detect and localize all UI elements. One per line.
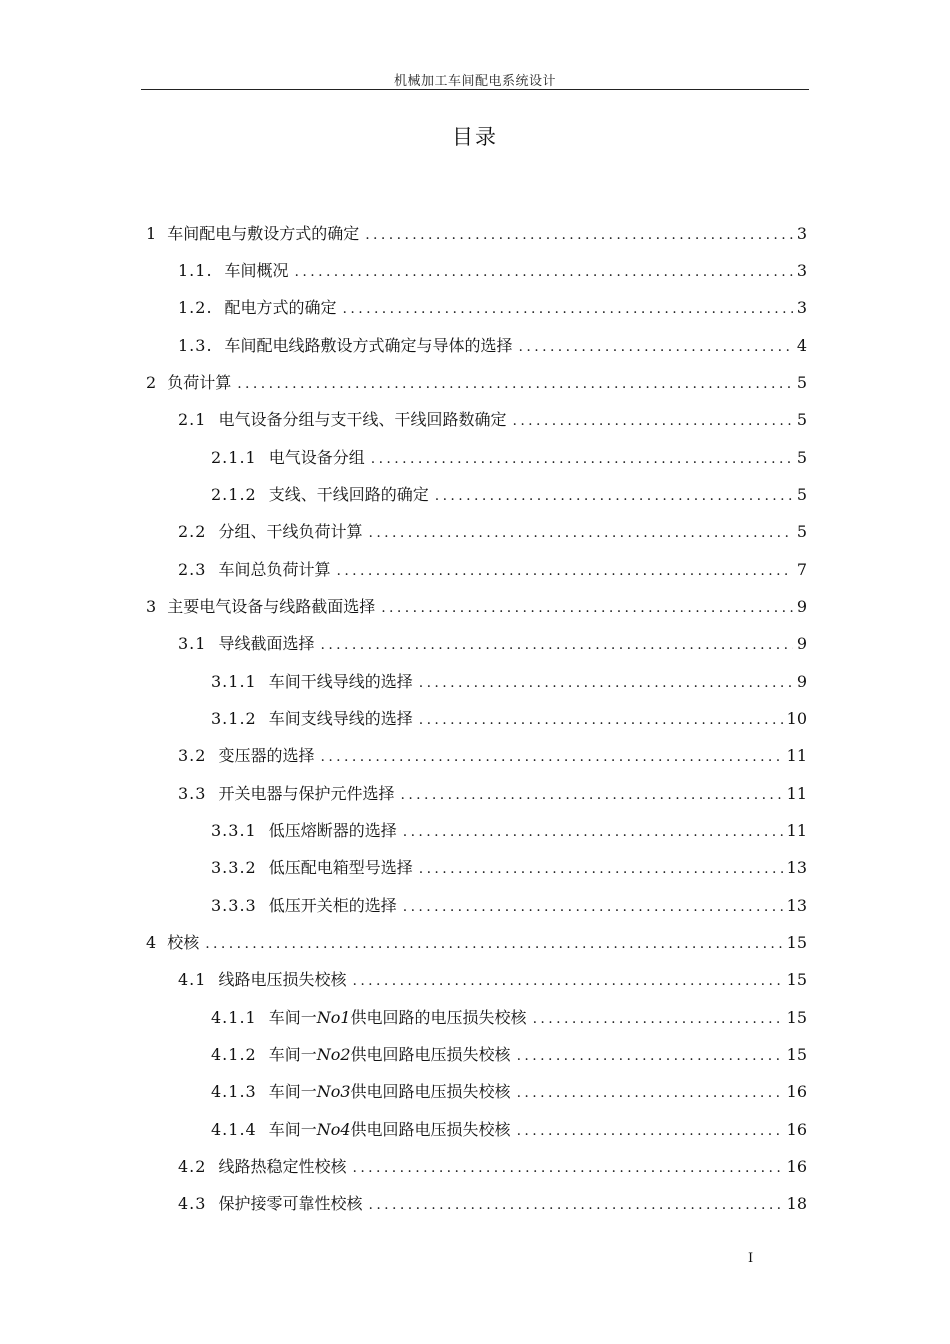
toc-entry-page: 9 bbox=[796, 672, 807, 691]
toc-entry-page: 16 bbox=[786, 1120, 807, 1139]
toc-entry-number: 4 bbox=[146, 933, 158, 952]
toc-entry-number: 2.1 bbox=[178, 410, 207, 429]
toc-entry-number: 1.2. bbox=[178, 298, 213, 317]
toc-entry-3-3-3[interactable] bbox=[211, 893, 807, 917]
toc-leader-dots bbox=[403, 899, 783, 915]
toc-entry-3-1-1[interactable] bbox=[211, 669, 807, 693]
toc-entry-3-1[interactable] bbox=[178, 631, 807, 655]
toc-leader-dots bbox=[352, 973, 782, 989]
toc-entry-number: 2 bbox=[146, 373, 158, 392]
toc-entry-text: 车间配电线路敷设方式确定与导体的选择 bbox=[224, 336, 513, 355]
toc-entry-number: 4.2 bbox=[178, 1157, 207, 1176]
toc-entry-number: 3.1 bbox=[178, 634, 207, 653]
toc-entry-text: 线路电压损失校核 bbox=[218, 970, 347, 989]
toc-leader-dots bbox=[419, 712, 783, 728]
toc-entry-4[interactable] bbox=[146, 930, 807, 954]
toc-entry-page: 5 bbox=[796, 522, 807, 541]
toc-entry-page: 4 bbox=[796, 336, 807, 355]
page-number: I bbox=[748, 1251, 754, 1266]
toc-entry-text: 车间总负荷计算 bbox=[218, 560, 331, 579]
toc-entry-4-2[interactable] bbox=[178, 1154, 807, 1178]
toc-entry-page: 9 bbox=[796, 634, 807, 653]
toc-entry-number: 3.1.2 bbox=[211, 709, 257, 728]
toc-entry-number: 2.2 bbox=[178, 522, 207, 541]
toc-entry-text: 车间配电与敷设方式的确定 bbox=[167, 224, 360, 243]
toc-leader-dots bbox=[205, 936, 782, 952]
toc-entry-text: 负荷计算 bbox=[167, 373, 232, 392]
toc-entry-text: 变压器的选择 bbox=[218, 746, 315, 765]
toc-entry-page: 15 bbox=[786, 970, 807, 989]
toc-entry-text bbox=[269, 1079, 511, 1102]
toc-entry-prefix: 车间一 bbox=[268, 1120, 317, 1139]
toc-title: 目录 bbox=[452, 125, 498, 149]
circuit-number: No3 bbox=[316, 1082, 351, 1101]
toc-entry-text: 低压开关柜的选择 bbox=[268, 896, 397, 915]
toc-entry-3-2[interactable] bbox=[178, 743, 807, 767]
toc-entry-4-1-3[interactable] bbox=[211, 1079, 807, 1103]
circuit-number: No4 bbox=[316, 1120, 351, 1139]
running-header: 机械加工车间配电系统设计 bbox=[393, 74, 556, 89]
toc-entry-text: 低压配电箱型号选择 bbox=[268, 858, 413, 877]
toc-leader-dots bbox=[295, 264, 793, 280]
toc-entry-prefix: 车间一 bbox=[268, 1008, 317, 1027]
toc-entry-number: 2.1.2 bbox=[211, 485, 257, 504]
toc-entry-text: 线路热稳定性校核 bbox=[218, 1157, 347, 1176]
toc-leader-dots bbox=[320, 749, 782, 765]
toc-entry-number: 4.1.4 bbox=[211, 1120, 257, 1139]
toc-entry-text bbox=[269, 1042, 511, 1065]
toc-leader-dots bbox=[381, 600, 793, 616]
toc-entry-page: 11 bbox=[786, 746, 807, 765]
toc-entry-text: 车间概况 bbox=[224, 261, 289, 280]
toc-leader-dots bbox=[419, 675, 793, 691]
toc-entry-suffix: 供电回路电压损失校核 bbox=[350, 1120, 511, 1139]
toc-leader-dots bbox=[403, 824, 783, 840]
toc-entry-4-1-2[interactable] bbox=[211, 1042, 807, 1066]
toc-entry-1-2[interactable] bbox=[178, 295, 807, 319]
toc-leader-dots bbox=[517, 1048, 783, 1064]
toc-entry-page: 13 bbox=[786, 896, 807, 915]
toc-entry-text: 车间干线导线的选择 bbox=[268, 672, 413, 691]
toc-entry-2-1[interactable] bbox=[178, 407, 807, 431]
toc-leader-dots bbox=[519, 339, 793, 355]
toc-entry-page: 5 bbox=[796, 410, 807, 429]
toc-leader-dots bbox=[517, 1085, 783, 1101]
toc-entry-number: 4.1.2 bbox=[211, 1045, 257, 1064]
toc-entry-number: 3.3.3 bbox=[211, 896, 257, 915]
toc-entry-number: 4.1.1 bbox=[211, 1008, 257, 1027]
toc-entry-text: 导线截面选择 bbox=[218, 634, 315, 653]
toc-entry-page: 5 bbox=[796, 373, 807, 392]
toc-entry-text: 低压熔断器的选择 bbox=[268, 821, 397, 840]
toc-entry-text: 车间支线导线的选择 bbox=[268, 709, 413, 728]
toc-entry-page: 16 bbox=[786, 1157, 807, 1176]
toc-entry-4-1-1[interactable] bbox=[211, 1005, 807, 1029]
toc-leader-dots bbox=[419, 861, 783, 877]
toc-entry-text: 电气设备分组 bbox=[268, 448, 365, 467]
toc-entry-page: 16 bbox=[786, 1082, 807, 1101]
toc-leader-dots bbox=[368, 525, 792, 541]
toc-entry-2-1-1[interactable] bbox=[211, 445, 807, 469]
toc-entry-number: 1.1. bbox=[178, 261, 213, 280]
toc-entry-text: 支线、干线回路的确定 bbox=[268, 485, 429, 504]
toc-entry-number: 3.3 bbox=[178, 784, 207, 803]
toc-entry-number: 2.1.1 bbox=[211, 448, 257, 467]
toc-leader-dots bbox=[352, 1160, 782, 1176]
toc-entry-page: 5 bbox=[796, 485, 807, 504]
toc-entry-suffix: 供电回路电压损失校核 bbox=[350, 1045, 511, 1064]
toc-leader-dots bbox=[237, 376, 793, 392]
toc-entry-suffix: 供电回路的电压损失校核 bbox=[350, 1008, 527, 1027]
toc-entry-4-1[interactable] bbox=[178, 967, 807, 991]
toc-entry-prefix: 车间一 bbox=[268, 1045, 317, 1064]
toc-entry-number: 3 bbox=[146, 597, 158, 616]
toc-leader-dots bbox=[517, 1123, 783, 1139]
toc-entry-number: 2.3 bbox=[178, 560, 207, 579]
toc-entry-page: 11 bbox=[786, 784, 807, 803]
toc-entry-number: 1 bbox=[146, 224, 158, 243]
toc-entry-text: 分组、干线负荷计算 bbox=[218, 522, 363, 541]
toc-entry-number: 4.3 bbox=[178, 1194, 207, 1213]
toc-entry-page: 5 bbox=[796, 448, 807, 467]
toc-entry-page: 15 bbox=[786, 1045, 807, 1064]
toc-entry-3-1-2[interactable] bbox=[211, 706, 807, 730]
toc-entry-page: 15 bbox=[786, 1008, 807, 1027]
toc-entry-number: 4.1 bbox=[178, 970, 207, 989]
circuit-number: No1 bbox=[316, 1008, 351, 1027]
toc-entry-number: 4.1.3 bbox=[211, 1082, 257, 1101]
toc-entry-prefix: 车间一 bbox=[268, 1082, 317, 1101]
toc-leader-dots bbox=[371, 451, 793, 467]
toc-leader-dots bbox=[336, 563, 792, 579]
toc-entry-1-3[interactable] bbox=[178, 333, 807, 357]
toc-entry-page: 3 bbox=[796, 261, 807, 280]
toc-leader-dots bbox=[400, 787, 782, 803]
toc-entry-2-2[interactable] bbox=[178, 519, 807, 543]
toc-entry-3-3-1[interactable] bbox=[211, 818, 807, 842]
toc-entry-text bbox=[269, 1005, 527, 1028]
toc-leader-dots bbox=[365, 227, 793, 243]
toc-entry-page: 7 bbox=[796, 560, 807, 579]
toc-entry-page: 15 bbox=[786, 933, 807, 952]
toc-entry-number: 3.3.1 bbox=[211, 821, 257, 840]
toc-entry-page: 11 bbox=[786, 821, 807, 840]
circuit-number: No2 bbox=[316, 1045, 351, 1064]
toc-leader-dots bbox=[512, 413, 792, 429]
toc-entry-text: 电气设备分组与支干线、干线回路数确定 bbox=[218, 410, 507, 429]
toc-entry-3-3[interactable] bbox=[178, 781, 807, 805]
toc-entry-4-1-4[interactable] bbox=[211, 1117, 807, 1141]
toc-entry-2-3[interactable] bbox=[178, 557, 807, 581]
toc-entry-page: 9 bbox=[796, 597, 807, 616]
toc-leader-dots bbox=[368, 1197, 782, 1213]
toc-entry-page: 18 bbox=[786, 1194, 807, 1213]
toc-leader-dots bbox=[343, 301, 793, 317]
toc-entry-4-3[interactable] bbox=[178, 1191, 807, 1215]
toc-entry-text: 保护接零可靠性校核 bbox=[218, 1194, 363, 1213]
toc-entry-number: 3.3.2 bbox=[211, 858, 257, 877]
toc-entry-page: 10 bbox=[786, 709, 807, 728]
toc-entry-text: 校核 bbox=[167, 933, 200, 952]
toc-entry-1[interactable] bbox=[146, 221, 807, 245]
toc-entry-2[interactable] bbox=[146, 370, 807, 394]
toc-leader-dots bbox=[320, 637, 792, 653]
toc-entry-text bbox=[269, 1117, 511, 1140]
toc-entry-2-1-2[interactable] bbox=[211, 482, 807, 506]
toc-leader-dots bbox=[435, 488, 793, 504]
toc-entry-text: 配电方式的确定 bbox=[224, 298, 337, 317]
toc-entry-3[interactable] bbox=[146, 594, 807, 618]
toc-entry-1-1[interactable] bbox=[178, 258, 807, 282]
toc-entry-number: 3.2 bbox=[178, 746, 207, 765]
toc-entry-text: 开关电器与保护元件选择 bbox=[218, 784, 395, 803]
toc-entry-number: 1.3. bbox=[178, 336, 213, 355]
toc-entry-page: 13 bbox=[786, 858, 807, 877]
toc-entry-number: 3.1.1 bbox=[211, 672, 257, 691]
toc-entry-3-3-2[interactable] bbox=[211, 855, 807, 879]
toc-entry-suffix: 供电回路电压损失校核 bbox=[350, 1082, 511, 1101]
toc-entry-text: 主要电气设备与线路截面选择 bbox=[167, 597, 376, 616]
toc-entry-page: 3 bbox=[796, 298, 807, 317]
toc-entry-page: 3 bbox=[796, 224, 807, 243]
toc-leader-dots bbox=[533, 1011, 783, 1027]
